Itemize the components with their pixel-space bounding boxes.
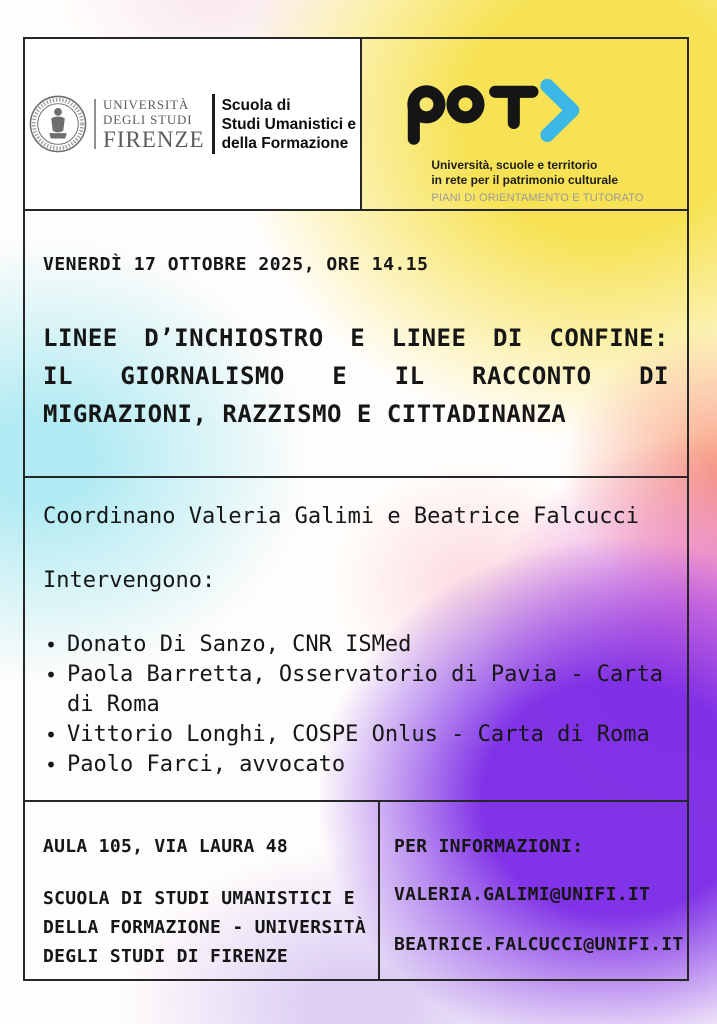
pot-tagline: Università, scuole e territorio xyxy=(431,158,598,172)
poster-table xyxy=(23,37,689,981)
wordmark-line: DEGLI STUDI xyxy=(103,111,193,127)
speaker-item xyxy=(43,750,671,780)
speaker-name: Donato Di Sanzo, CNR ISMed xyxy=(67,632,412,657)
event-datetime: VENERDÌ 17 OTTOBRE 2025, ORE 14.15 xyxy=(43,254,429,275)
info-label: PER INFORMAZIONI: xyxy=(394,836,584,857)
school-name xyxy=(222,96,356,153)
header-row xyxy=(25,39,687,211)
pot-logo-block xyxy=(362,39,687,209)
coordinators-line: Coordinano Valeria Galimi e Beatrice Falcucci xyxy=(43,504,640,529)
logo-divider-thin xyxy=(94,99,96,149)
footer-row xyxy=(25,802,687,979)
pot-logo-icon xyxy=(405,79,591,152)
title-section xyxy=(25,211,687,478)
info-email: BEATRICE.FALCUCCI@UNIFI.IT xyxy=(394,934,684,955)
info-email: VALERIA.GALIMI@UNIFI.IT xyxy=(394,884,651,905)
speaker-name: Vittorio Longhi, COSPE Onlus - Carta di Roma xyxy=(67,722,650,747)
speaker-item xyxy=(43,720,671,750)
school-line: della Formazione xyxy=(221,134,349,152)
speakers-list xyxy=(43,630,671,780)
unifi-wordmark xyxy=(103,97,205,152)
speakers-label: Intervengono: xyxy=(43,568,216,593)
event-room: AULA 105, VIA LAURA 48 xyxy=(43,836,289,857)
speaker-item xyxy=(43,660,671,720)
event-title xyxy=(43,319,669,433)
wordmark-line: FIRENZE xyxy=(103,126,205,152)
event-title-line: IL GIORNALISMO E IL RACCONTO DI xyxy=(43,362,669,390)
event-institution: SCUOLA DI STUDI UMANISTICI E DELLA FORMAZIONE - UNIVERSITÀ DEGLI STUDI DI FIRENZE xyxy=(43,888,366,967)
speakers-section xyxy=(25,478,687,802)
pot-arrow-icon xyxy=(548,86,573,135)
unifi-logo xyxy=(29,94,356,154)
unifi-seal-icon xyxy=(29,95,87,153)
info-block xyxy=(380,802,687,979)
pot-subtitle: PIANI DI ORIENTAMENTO E TUTORATO xyxy=(431,192,644,204)
logo-divider-dark xyxy=(212,94,215,154)
unifi-logo-block xyxy=(25,39,362,209)
pot-logo xyxy=(405,79,643,205)
school-line: Studi Umanistici e xyxy=(221,115,356,133)
location-block xyxy=(25,802,380,979)
pot-tagline: in rete per il patrimonio culturale xyxy=(431,173,619,187)
school-line: Scuola di xyxy=(221,96,291,114)
wordmark-line: UNIVERSITÀ xyxy=(103,96,190,112)
speaker-name: Paola Barretta, Osservatorio di Pavia - Carta di Roma xyxy=(67,662,664,717)
speaker-item xyxy=(43,630,671,660)
pot-taglines xyxy=(431,158,643,205)
speaker-name: Paolo Farci, avvocato xyxy=(67,752,346,777)
event-title-line: MIGRAZIONI, RAZZISMO E CITTADINANZA xyxy=(43,400,567,428)
event-title-line: LINEE D’INCHIOSTRO E LINEE DI CONFINE: xyxy=(43,324,669,352)
